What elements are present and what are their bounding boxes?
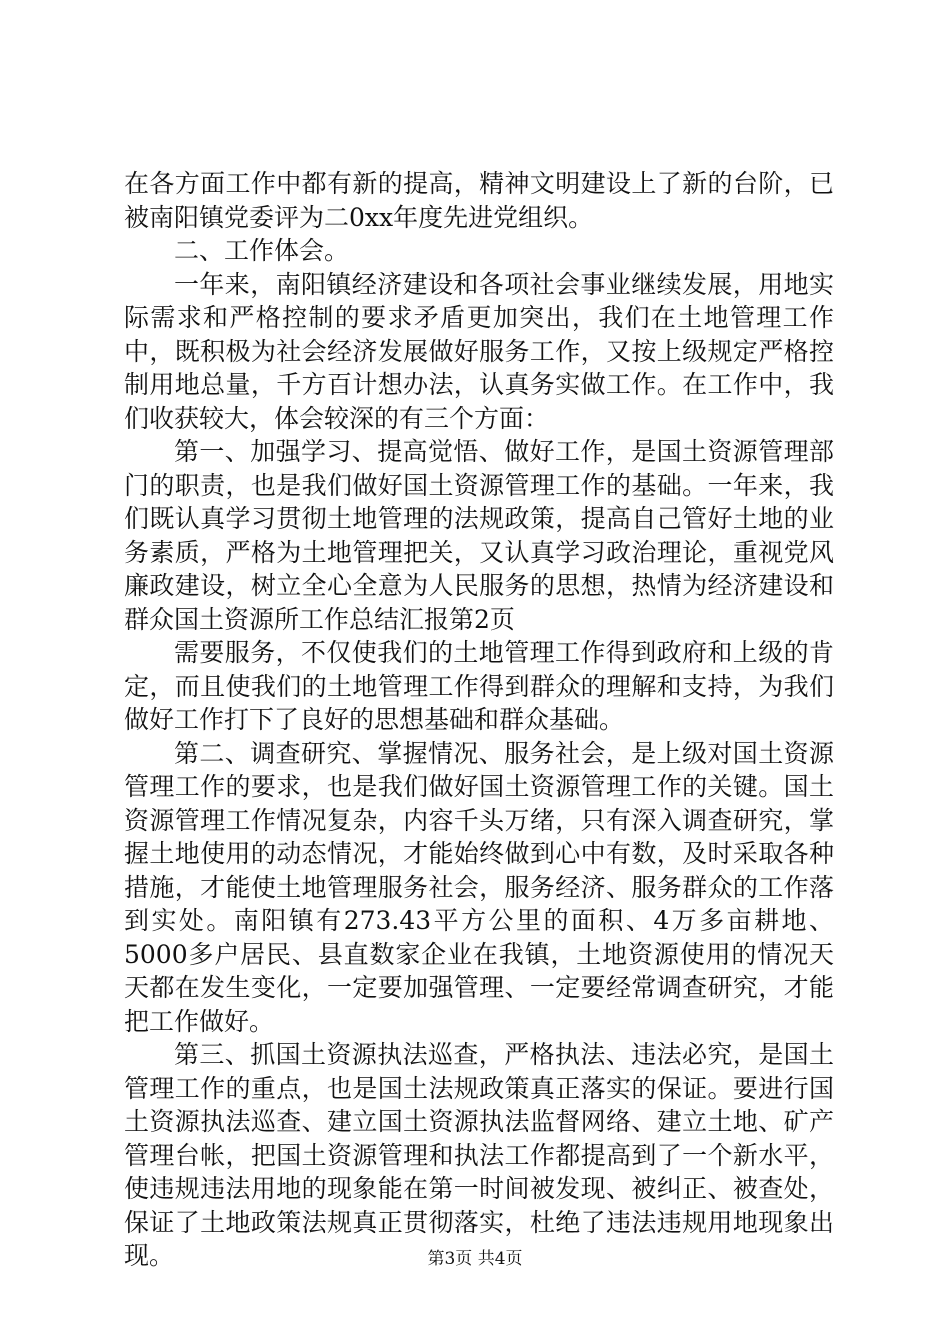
paragraph-point-one-continued: 需要服务，不仅使我们的土地管理工作得到政府和上级的肯定，而且使我们的土地管理工作得到群众的理解和支持，为我们做好工作打下了良好的思想基础和群众基础。	[124, 638, 834, 734]
paragraph-intro: 一年来，南阳镇经济建设和各项社会事业继续发展，用地实际需求和严格控制的要求矛盾更加突出，我们在土地管理工作中，既积极为社会经济发展做好服务工作，又按上级规定严格控制用地总量，千方百计想办法，认真务实做工作。在工作中，我们收获较大，体会较深的有三个方面：	[124, 269, 834, 433]
section-heading: 二、工作体会。	[174, 236, 350, 265]
paragraph-continuation: 在各方面工作中都有新的提高，精神文明建设上了新的台阶，已被南阳镇党委评为二0xx年度先进党组织。	[124, 169, 834, 232]
document-body	[124, 167, 834, 1273]
paragraph-point-one: 第一、加强学习、提高觉悟、做好工作，是国土资源管理部门的职责，也是我们做好国土资源管理工作的基础。一年来，我们既认真学习贯彻土地管理的法规政策，提高自己管好土地的业务素质，严格为土地管理把关，又认真学习政治理论，重视党风廉政建设，树立全心全意为人民服务的思想，热情为经济建设和群众国土资源所工作总结汇报第2页	[124, 437, 834, 634]
paragraph-point-two: 第二、调查研究、掌握情况、服务社会，是上级对国土资源管理工作的要求，也是我们做好国土资源管理工作的关键。国土资源管理工作情况复杂，内容千头万绪，只有深入调查研究，掌握土地使用的动态情况，才能始终做到心中有数，及时采取各种措施，才能使土地管理服务社会，服务经济、服务群众的工作落到实处。南阳镇有273.43平方公里的面积、4万多亩耕地、5000多户居民、县直数家企业在我镇，土地资源使用的情况天天都在发生变化，一定要加强管理、一定要经常调查研究，才能把工作做好。	[124, 738, 834, 1036]
page-number-footer: 第3页 共4页	[427, 1249, 523, 1269]
paragraph-point-three: 第三、抓国土资源执法巡查，严格执法、违法必究，是国土管理工作的重点，也是国土法规政策真正落实的保证。要进行国土资源执法巡查、建立国土资源执法监督网络、建立土地、矿产管理台帐，把国土资源管理和执法工作都提高到了一个新水平，使违规违法用地的现象能在第一时间被发现、被纠正、被查处，保证了土地政策法规真正贯彻落实，杜绝了违法违规用地现象出现。	[124, 1040, 834, 1270]
